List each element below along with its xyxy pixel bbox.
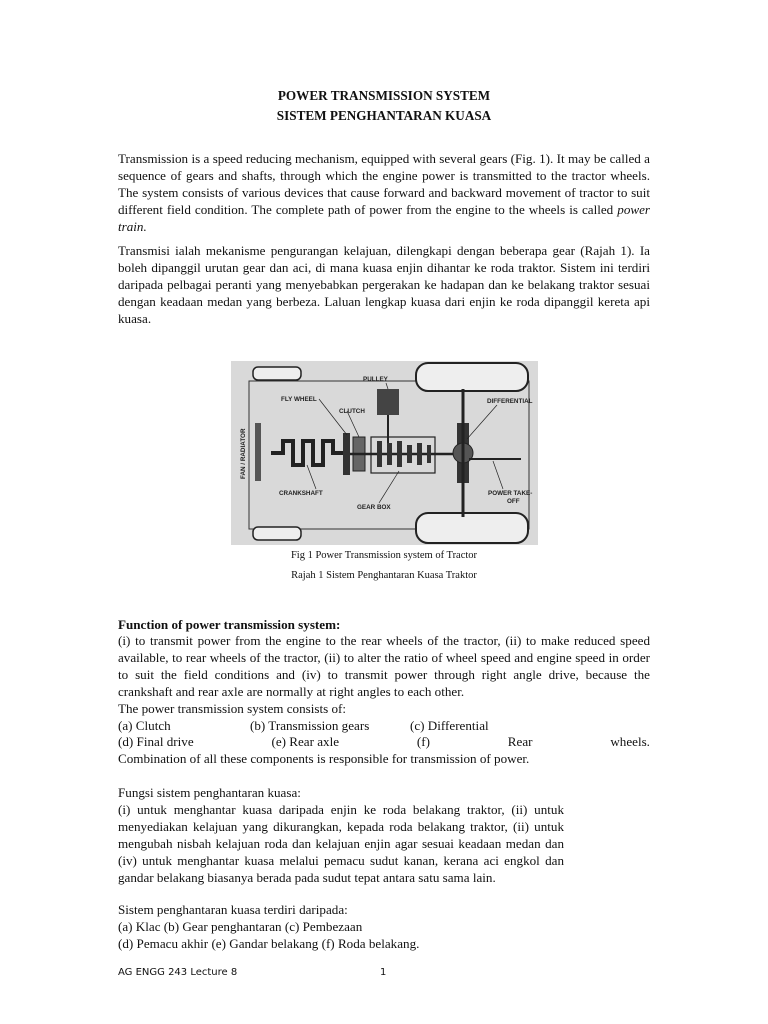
page-number: 1 xyxy=(380,967,387,978)
front-wheel-bottom xyxy=(253,527,301,540)
components-row-2 xyxy=(118,734,650,751)
component-rear-word: Rear xyxy=(507,734,533,750)
combination-sentence: Combination of all these components is responsible for transmission of power. xyxy=(118,751,530,767)
rear-wheel-top xyxy=(416,363,528,391)
component-rear-axle: (e) Rear axle xyxy=(271,734,340,750)
figure-caption-english: Fig 1 Power Transmission system of Tractor xyxy=(290,550,478,561)
label-clutch: CLUTCH xyxy=(339,408,365,415)
radiator-shape xyxy=(255,423,261,481)
crankshaft-shape xyxy=(271,441,343,465)
intro-english-text: Transmission is a speed reducing mechanism, equipped with several gears (Fig. 1). It may be called a sequence of gears and shafts, through which the engine power is transmitted to the tractor wheels. The system consists of various devices that cause forward and backward movement of tractor to suit different field condition. The complete path of power from the engine to the wheels is called xyxy=(118,151,650,217)
label-power-take-off-2: OFF xyxy=(507,498,520,505)
consists-intro: The power transmission system consists of: xyxy=(118,700,347,716)
label-fan-radiator: FAN / RADIATOR xyxy=(240,428,247,479)
function-heading: Function of power transmission system: xyxy=(118,617,341,632)
power-train-term: power train. xyxy=(118,201,650,234)
flywheel-shape xyxy=(343,433,350,475)
component-clutch: (a) Clutch xyxy=(118,717,171,733)
component-f-marker: (f) xyxy=(416,734,430,750)
rear-wheel-bottom xyxy=(416,513,528,543)
sistem-intro: Sistem penghantaran kuasa terdiri daripada: xyxy=(118,902,348,917)
component-wheels-word: wheels. xyxy=(610,734,650,750)
function-section xyxy=(118,633,650,768)
tractor-diagram xyxy=(231,361,538,545)
label-differential: DIFFERENTIAL xyxy=(487,398,533,405)
label-fly-wheel: FLY WHEEL xyxy=(281,396,317,403)
label-pulley: PULLEY xyxy=(363,376,388,383)
sistem-row-2: (d) Pemacu akhir (e) Gandar belakang (f) Roda belakang. xyxy=(118,935,420,951)
title-block xyxy=(0,86,768,126)
tractor-transmission-figure xyxy=(231,361,538,545)
pulley-shape xyxy=(377,389,399,415)
figure-caption-malay: Rajah 1 Sistem Penghantaran Kuasa Traktor xyxy=(291,570,477,581)
component-final-drive: (d) Final drive xyxy=(118,734,194,750)
footer-course: AG ENGG 243 Lecture 8 xyxy=(118,967,238,978)
component-transmission-gears: (b) Transmission gears xyxy=(250,717,370,733)
label-gear-box: GEAR BOX xyxy=(357,504,391,511)
sistem-row-1: (a) Klac (b) Gear penghantaran (c) Pembezaan xyxy=(118,918,363,934)
label-crankshaft: CRANKSHAFT xyxy=(279,490,323,497)
intro-paragraph-english xyxy=(118,151,650,236)
component-differential: (c) Differential xyxy=(410,717,489,733)
sistem-section xyxy=(118,902,564,953)
intro-paragraph-malay: Transmisi ialah mekanisme pengurangan kelajuan, dilengkapi dengan beberapa gear (Rajah 1). Ia boleh dipanggil urutan gear dan aci, di mana kuasa enjin dihantar ke roda traktor. Sistem ini terdiri daripada pelbagai peranti yang menyebabkan pergerakan ke hadapan dan ke belakang traktor sesuai dengan keadaan medan yang berbeza. Laluan lengkap kuasa dari enjin ke roda dipanggil kereta api kuasa. xyxy=(118,243,650,326)
front-wheel-top xyxy=(253,367,301,380)
fungsi-heading: Fungsi sistem penghantaran kuasa: xyxy=(118,785,301,800)
label-power-take-off: POWER TAKE- xyxy=(488,490,533,497)
function-body: (i) to transmit power from the engine to the rear wheels of the tractor, (ii) to make reduced speed available, to rear wheels of the tractor, (ii) to alter the ratio of wheel speed and engine speed in order to suit the field conditions and (iv) to transmit power through right angle drive, because the crankshaft and rear axle are normally at right angles to each other. xyxy=(118,633,650,699)
components-row-1 xyxy=(118,718,650,735)
fungsi-body: (i) untuk menghantar kuasa daripada enjin ke roda belakang traktor, (ii) untuk menyediakan kelajuan yang dikurangkan, kepada roda belakang traktor, (ii) untuk mengubah nisbah kelajuan roda dan kelajuan enjin agar sesuai keadaan medan dan (iv) untuk menghantar kuasa melalui pemacu sudut kanan, kerana aci engkol dan gandar belakang biasanya berada pada sudut tepat antara satu sama lain. xyxy=(118,802,564,885)
title-english: POWER TRANSMISSION SYSTEM xyxy=(277,88,491,103)
title-malay: SISTEM PENGHANTARAN KUASA xyxy=(276,108,492,123)
